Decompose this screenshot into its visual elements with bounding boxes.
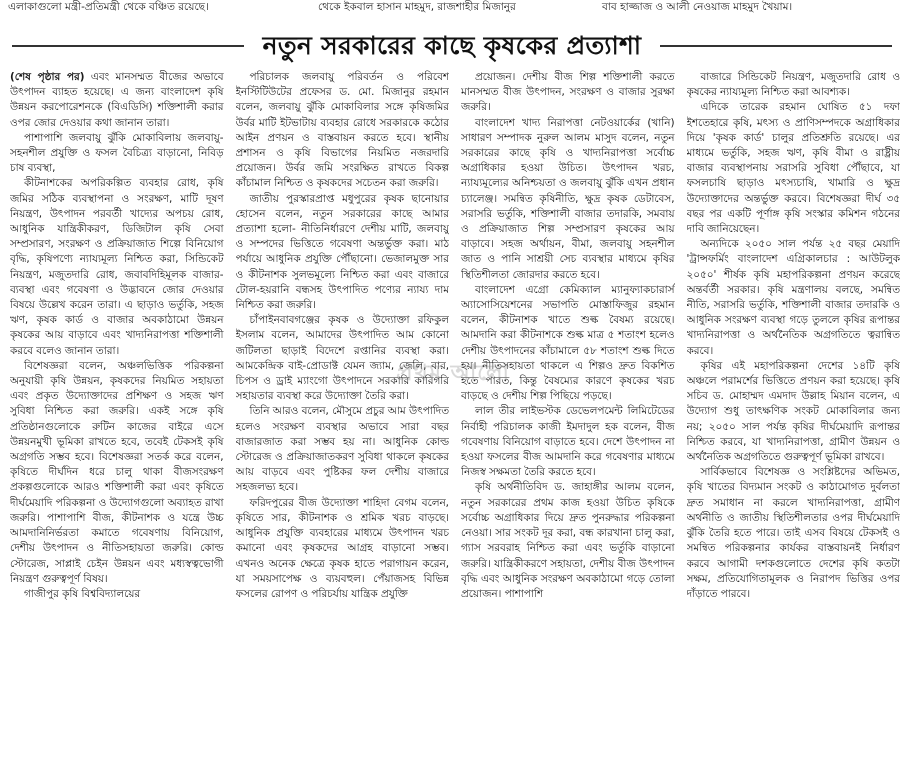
headline-bar: [0, 26, 907, 66]
article-paragraph: [236, 70, 450, 192]
paragraph-text: কীটনাশকের অপরিকল্পিত ব্যবহার রোধ, কৃষি জমির সঠিক ব্যবস্থাপনা ও সংরক্ষণ, মাটি দূষণ নিয়ন্ত্রণ, উৎপাদন পরবর্তী খাদ্যের অপচয় রোধ, আধুনিক যান্ত্রিকীকরণ, ডিজিটাল কৃষি সেবা সম্প্রসারণ, সংরক্ষণ ও প্রক্রিয়াজাত শিল্পে বিনিয়োগ বৃদ্ধি, কৃষিপণ্যে ন্যায্যমূল্য নিশ্চিত করা, সিন্ডিকেট নিয়ন্ত্রণ, মজুতদারি রোধ, জবাবদিহিমূলক বাজার-ব্যবস্থা এবং গবেষণা ও উদ্ভাবনে জোর দেওয়ার বিষয়ে উল্লেখ করেন তারা। এ ছাড়াও ভর্তুকি, সহজ ঋণ, কৃষক কার্ড ও বাজার অবকাঠামো উন্নয়ন কৃষকের আয় বাড়াবে এবং খাদ্যনিরাপত্তা শক্তিশালী করবে বলেও জানান তারা।: [10, 177, 224, 357]
article-paragraph: [687, 465, 901, 602]
paragraph-text: গাজীপুর কৃষি বিশ্ববিদ্যালয়ের: [24, 587, 141, 600]
paragraph-text: লাল তীর লাইভস্টক ডেভেলপমেন্ট লিমিটেডের নির্বাহী পরিচালক কাজী ইমদাদুল হক বলেন, বীজ গবেষণায় বিনিয়োগ বাড়াতে হবে। দেশে উৎপাদন না হওয়া ফসলের বীজ আমদানি করে গবেষণার মাধ্যমে নিজস্ব সক্ষমতা তৈরি করতে হবে।: [461, 405, 675, 479]
article-paragraph: [461, 404, 675, 480]
article-paragraph: [461, 70, 675, 116]
paragraph-text: তিনি আরও বলেন, মৌসুমে প্রচুর আম উৎপাদিত হলেও সংরক্ষণ ব্যবস্থার অভাবে সারা বছর বাজারজাত করা সম্ভব হয় না। আধুনিক কোল্ড স্টোরেজ ও প্রক্রিয়াজাতকরণ সুবিধা থাকলে কৃষকের আয় বাড়বে এবং পুষ্টিকর ফল দেশীয় বাজারে সহজলভ্য হবে।: [235, 405, 449, 494]
paragraph-text: বিশেষজ্ঞরা বলেন, অঞ্চলভিত্তিক পরিকল্পনা অনুযায়ী কৃষি উন্নয়ন, কৃষকদের নিয়মিত সহায়তা এবং প্রকৃত উদ্যোক্তাদের প্রশিক্ষণ ও সহজ ঋণ সুবিধা নিশ্চিত করা জরুরি। একই সঙ্গে কৃষি প্রতিষ্ঠানগুলোকে রুটিন কাজের বাইরে এসে উন্নয়নমুখী ভূমিকা রাখতে হবে, তবেই টেকসই কৃষি অগ্রগতি সম্ভব হবে। বিশেষজ্ঞরা সতর্ক করে বলেন, কৃষিতে দীর্ঘদিন ধরে চালু থাকা বীজসংরক্ষণ প্রকল্পগুলোকে আরও শক্তিশালী করা এবং কৃষিতে দীর্ঘমেয়াদি পরিকল্পনা ও উদ্যোগগুলো অব্যাহত রাখা জরুরি। পাশাপাশি বীজ, কীটনাশক ও যন্ত্রে উচ্চ আমদানিনির্ভরতা কমাতে গবেষণায় বিনিয়োগ, দেশীয় উৎপাদন ও নীতিসহায়তা জরুরি। কোল্ড স্টোরেজ, সাপ্লাই চেইন উন্নয়ন এবং মধ্যস্বত্বভোগী নিয়ন্ত্রণ গুরুত্বপূর্ণ বিষয়।: [10, 359, 224, 585]
article-column-4: [687, 70, 901, 764]
article-paragraph: [10, 176, 224, 358]
article-paragraph: [687, 100, 901, 237]
article-paragraph: [461, 480, 675, 602]
article-paragraph: [687, 237, 901, 359]
article-paragraph: [10, 587, 224, 602]
headline-rule-left: [12, 45, 244, 47]
newspaper-watermark: প্রথম আলো: [396, 360, 510, 386]
paragraph-text: পাশাপাশি জলবায়ু ঝুঁকি মোকাবিলায় জলবায়ু-সহনশীল প্রযুক্তি ও ফসল বৈচিত্র্য বাড়ানো, নিবিড় চাষ ব্যবস্থা,: [10, 131, 224, 175]
top-strip-right-text: বাব হাজ্জাজ ও আলী নেওয়াজ মাহমুদ খৈয়াম।: [602, 1, 793, 13]
paragraph-text: এবং মানসম্মত বীজের অভাবে উৎপাদন ব্যাহত হয়েছে। এ জন্য বাংলাদেশ কৃষি উন্নয়ন করপোরেশনকে (বিএডিসি) শক্তিশালী করার ওপর জোর দেওয়ার কথা জানান তারা।: [10, 71, 224, 129]
paragraph-text: কৃষি অর্থনীতিবিদ ড. জাহাঙ্গীর আলম বলেন, নতুন সরকারের প্রথম কাজ হওয়া উচিত কৃষিকে সর্বোচ্চ অগ্রাধিকার দিয়ে দ্রুত পুনরুদ্ধার পরিকল্পনা নেওয়া। সার সংকট দূর করা, বন্ধ কারখানা চালু করা, গ্যাস সরবরাহ নিশ্চিত করা এবং ভর্তুকি বাড়ানো জরুরি। যান্ত্রিকীকরণে সহায়তা, দেশীয় বীজ উৎপাদন বৃদ্ধি এবং আধুনিক সংরক্ষণ অবকাঠামো গড়ে তোলা প্রয়োজন। পাশাপাশি: [461, 481, 675, 600]
paragraph-text: বাংলাদেশ খাদ্য নিরাপত্তা নেটওয়ার্কের (খানি) সাধারণ সম্পাদক নুরুল আলম মাসুদ বলেন, নতুন সরকারের কাছে কৃষি ও খাদ্যনিরাপত্তা সর্বোচ্চ অগ্রাধিকার হওয়া উচিত। উৎপাদন খরচ, ন্যায্যমূল্যের অনিশ্চয়তা ও জলবায়ু ঝুঁকি এখন প্রধান চ্যালেঞ্জ। সমন্বিত কৃষিনীতি, ক্ষুদ্র কৃষক ডেটাবেস, সরাসরি ভর্তুকি, শক্তিশালী বাজার তদারকি, সমবায় ও প্রক্রিয়াজাত শিল্প সম্প্রসারণ কৃষকের আয় বাড়াবে। সহজ অর্থায়ন, বীমা, জলবায়ু সহনশীল জাত ও পানি সাশ্রয়ী সেচ ব্যবস্থার মাধ্যমে কৃষির স্থিতিশীলতা জোরদার করতে হবে।: [461, 116, 675, 281]
article-body: [10, 70, 900, 764]
headline-rule-right: [660, 45, 892, 47]
paragraph-text: বাংলাদেশ এগ্রো কেমিক্যাল ম্যানুফ্যাকচারার্স অ্যাসোসিয়েশনের সভাপতি মোস্তাফিজুর রহমান বলেন, কীটনাশক খাতে শুল্ক বৈষম্য রয়েছে। আমদানি করা কীটনাশকে শুল্ক মাত্র ৫ শতাংশ হলেও দেশীয় উৎপাদনের কাঁচামালে ৫৮ শতাংশ শুল্ক দিতে হয়। নীতিসহায়তা থাকলে এ শিল্পও দ্রুত বিকশিত হতে পারত, কিন্তু বৈষম্যের কারণে কৃষকের খরচ বাড়ছে ও দেশীয় শিল্প পিছিয়ে পড়ছে।: [461, 283, 675, 403]
article-paragraph: [236, 313, 450, 404]
paragraph-text: জাতীয় পুরস্কারপ্রাপ্ত মধুপুরের কৃষক ছানোয়ার হোসেন বলেন, নতুন সরকারের কাছে আমার প্রত্যাশা হলো- নীতিনির্ধারণে দেশীয় মাটি, জলবায়ু ও সম্পদের ভিত্তিতে গবেষণা অন্তর্ভুক্ত করা। মাঠ পর্যায়ে আধুনিক প্রযুক্তি পৌঁছানো। ভেজালমুক্ত সার ও কীটনাশক সুলভমূল্যে নিশ্চিত করা এবং বাজারে টোল-হয়রানি বন্ধসহ উৎপাদিত পণ্যের ন্যায্য দাম নিশ্চিত করা জরুরি।: [235, 192, 449, 312]
top-strip-left-text: এলাকাগুলো মন্ত্রী-প্রতিমন্ত্রী থেকে বঞ্চিত রয়েছে।: [8, 1, 209, 13]
article-paragraph: [236, 192, 450, 314]
article-column-2: [236, 70, 450, 764]
article-column-3: [461, 70, 675, 764]
paragraph-text: অন্যদিকে ২০৫০ সাল পর্যন্ত ২৫ বছর মেয়াদি 'ট্রান্সফর্মিং বাংলাদেশ এগ্রিকালচার : আউটলুক ২০৫০' শীর্ষক কৃষি মহাপরিকল্পনা প্রণয়ন করেছে অন্তর্বর্তী সরকার। কৃষি মন্ত্রণালয় বলছে, সমন্বিত নীতি, সরাসরি ভর্তুকি, শক্তিশালী বাজার তদারকি ও আধুনিক সংরক্ষণ ব্যবস্থা গড়ে তুললে কৃষির রূপান্তর খাদ্যনিরাপত্তা ও অর্থনৈতিক অগ্রগতিতে ত্বরান্বিত করবে।: [686, 238, 900, 357]
previous-article-strip: [0, 0, 907, 20]
article-headline: নতুন সরকারের কাছে কৃষকের প্রত্যাশা: [262, 31, 642, 60]
article-column-1: [10, 70, 224, 764]
paragraph-text: চাঁপাইনবাবগঞ্জের কৃষক ও উদ্যোক্তা রফিকুল ইসলাম বলেন, আমাদের উৎপাদিত আম কোনো জটিলতা ছাড়াই বিদেশে রপ্তানির ব্যবস্থা করা। আমকেন্দ্রিক বাই-প্রোডাক্ট যেমন জ্যাম, জেলি, বার, চিপস ও ড্রাই ম্যাংগো উৎপাদনে সরকারি কারিগরি সহায়তার ব্যবস্থা করে উদ্যোক্তা তৈরি করা।: [235, 314, 449, 403]
article-paragraph: [461, 116, 675, 283]
article-paragraph: [461, 283, 675, 405]
article-paragraph: [687, 359, 901, 465]
paragraph-text: পরিচালক জলবায়ু পরিবর্তন ও পরিবেশ ইনস্টিটিউটের প্রফেসর ড. মো. মিজানুর রহমান বলেন, জলবায়ু ঝুঁকি মোকাবিলার সঙ্গে কৃষিজমির উর্বর মাটি ইটভাটায় ব্যবহার রোধে সরকারকে কঠোর আইন প্রণয়ন ও বাস্তবায়ন করতে হবে। স্থানীয় প্রশাসন ও কৃষি বিভাগের নিয়মিত নজরদারি প্রয়োজন। উর্বর জমি সংরক্ষিত রাখতে বিকল্প কাঁচামাল নিশ্চিত ও কৃষকদের সচেতন করা জরুরি।: [235, 71, 449, 190]
article-paragraph: [10, 359, 224, 587]
article-paragraph: [10, 131, 224, 177]
paragraph-text: সার্বিকভাবে বিশেষজ্ঞ ও সংশ্লিষ্টদের অভিমত, কৃষি খাতের বিদ্যমান সংকট ও কাঠামোগত দুর্বলতা দ্রুত সমাধান না করলে খাদ্যনিরাপত্তা, গ্রামীণ অর্থনীতি ও জাতীয় স্থিতিশীলতার ওপর দীর্ঘমেয়াদি ঝুঁকি তৈরি হতে পারে। তাই এসব বিষয়ে টেকসই ও সমন্বিত পরিকল্পনার কার্যকর বাস্তবায়নই নির্ধারণ করবে আগামী দশকগুলোতে দেশের কৃষি কতটা সক্ষম, প্রতিযোগিতামূলক ও নিরাপদ ভিত্তির ওপর দাঁড়াতে পারবে।: [686, 466, 900, 600]
paragraph-text: প্রয়োজন। দেশীয় বীজ শিল্প শক্তিশালী করতে মানসম্মত বীজ উৎপাদন, সংরক্ষণ ও বাজার সুরক্ষা জরুরি।: [461, 71, 675, 114]
article-paragraph: [236, 496, 450, 602]
continuation-tag: (শেষ পৃষ্ঠার পর): [10, 71, 85, 83]
paragraph-text: বাজারে সিন্ডিকেট নিয়ন্ত্রণ, মজুতদারি রোধ ও কৃষকের ন্যায্যমূল্য নিশ্চিত করা আবশ্যক।: [686, 71, 900, 99]
top-strip-middle-text: থেকে ইকবাল হাসান মাহমুদ, রাজশাহীর মিজানুর: [318, 1, 516, 13]
article-paragraph: [236, 404, 450, 495]
article-paragraph: [687, 70, 901, 100]
paragraph-text: ফরিদপুরের বীজ উদ্যোক্তা শাহিদা বেগম বলেন, কৃষিতে সার, কীটনাশক ও শ্রমিক খরচ বাড়ছে। আধুনিক প্রযুক্তি ব্যবহারের মাধ্যমে উৎপাদন খরচ কমানো এবং কৃষকদের আগ্রহ বাড়ানো সম্ভব। এখনও অনেক ক্ষেত্রে কৃষক হাতে পরাগায়ন করেন, যা সময়সাপেক্ষ ও ব্যয়বহুল। পেঁয়াজসহ বিভিন্ন ফসলের রোপণ ও পরিচর্যায় যান্ত্রিক প্রযুক্তি: [235, 496, 449, 600]
paragraph-text: এদিকে তারেক রহমান ঘোষিত ৫১ দফা ইশতেহারে কৃষি, মৎস্য ও প্রাণিসম্পদকে অগ্রাধিকার দিয়ে 'কৃষক কার্ড' চালুর প্রতিশ্রুতি রয়েছে। এর মাধ্যমে ভর্তুকি, সহজ ঋণ, কৃষি বীমা ও রাষ্ট্রীয় বাজার ব্যবস্থাপনায় সরাসরি সুবিধা পৌঁছাবে, যা ফসলচাষি ছাড়াও মৎস্যচাষি, খামারি ও ক্ষুদ্র উদ্যোক্তাদের অন্তর্ভুক্ত করবে। বিশেষজ্ঞরা দীর্ঘ ৩৫ বছর পর একটি পূর্ণাঙ্গ কৃষি সংস্কার কমিশন গঠনের দাবি জানিয়েছেন।: [686, 101, 900, 236]
article-paragraph: [10, 70, 224, 131]
paragraph-text: কৃষির এই মহাপরিকল্পনা দেশের ১৪টি কৃষি অঞ্চলে পরামর্শের ভিত্তিতে প্রণয়ন করা হয়েছে। কৃষি সচিব ড. মোহাম্মদ এমদাদ উল্লাহ মিয়ান বলেন, এ উদ্যোগ শুধু তাৎক্ষণিক সংকট মোকাবিলার জন্য নয়; ২০৫০ সাল পর্যন্ত কৃষির দীর্ঘমেয়াদি রূপান্তর নিশ্চিত করবে, যা খাদ্যনিরাপত্তা, গ্রামীণ উন্নয়ন ও অর্থনৈতিক অগ্রগতিতে গুরুত্বপূর্ণ ভূমিকা রাখবে।: [686, 359, 900, 464]
